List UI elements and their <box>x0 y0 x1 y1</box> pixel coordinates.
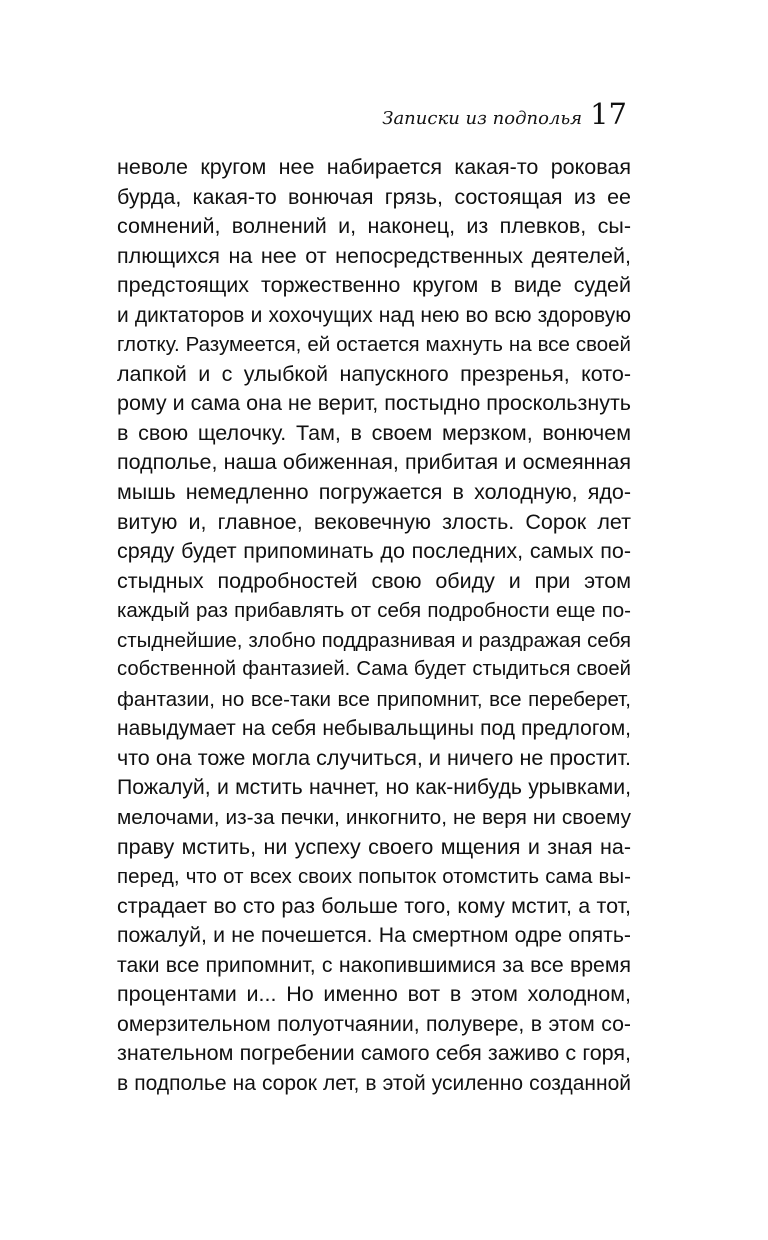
text-line: мелочами, из-за печки, инкогнито, не веря ни своему <box>117 806 631 830</box>
text-line: сомнений, волнений и, наконец, из плевков, сы- <box>117 214 631 239</box>
text-line: навыдумает на себя небывальщины под предлогом, <box>117 717 631 741</box>
text-line: в свою щелочку. Там, в своем мерзком, вонючем <box>117 420 631 445</box>
running-head <box>382 97 627 131</box>
text-line: неволе кругом нее набирается какая-то роковая <box>117 155 631 179</box>
body-text <box>117 153 631 1099</box>
text-line: стыднейшие, злобно поддразнивая и раздражая себя <box>117 628 631 652</box>
text-line: предстоящих торжественно кругом в виде судей <box>117 273 631 298</box>
text-line: плющихся на нее от непосредственных деятелей, <box>117 243 631 268</box>
text-line: праву мстить, ни успеху своего мщения и зная на- <box>117 834 631 859</box>
text-line: рому и сама она не верит, постыдно проскользнуть <box>117 391 631 416</box>
text-line: омерзительном полуотчаянии, полувере, в этом со- <box>117 1011 631 1036</box>
text-line: что она тоже могла случиться, и ничего не простит. <box>117 745 631 770</box>
text-line: бурда, какая-то вонючая грязь, состоящая из ее <box>117 184 631 209</box>
text-line: глотку. Разумеется, ей остается махнуть на все своей <box>117 333 631 357</box>
page-number: 17 <box>590 97 627 131</box>
text-line: страдает во сто раз больше того, кому мстит, а тот, <box>117 893 631 918</box>
text-line: перед, что от всех своих попыток отомстить сама вы- <box>117 865 631 889</box>
text-line: пожалуй, и не почешется. На смертном одре опять- <box>117 923 631 948</box>
text-line: сряду будет припоминать до последних, самых по- <box>117 539 631 564</box>
text-line: лапкой и с улыбкой напускного презренья, кото- <box>117 361 631 386</box>
text-line: подполье, наша обиженная, прибитая и осмеянная <box>117 450 631 475</box>
text-line: собственной фантазией. Сама будет стыдиться своей <box>117 658 631 681</box>
text-line: таки все припомнит, с накопившимися за все время <box>117 952 631 977</box>
text-line: мышь немедленно погружается в холодную, ядо- <box>117 480 631 505</box>
text-line: стыдных подробностей свою обиду и при этом <box>117 568 631 593</box>
text-line: фантазии, но все-таки все припомнит, все переберет, <box>117 687 631 711</box>
text-line: знательном погребении самого себя заживо с горя, <box>117 1041 631 1066</box>
text-line: и диктаторов и хохочущих над нею во всю здоровую <box>117 303 631 327</box>
running-title: Записки из подполья <box>382 108 583 129</box>
text-line: в подполье на сорок лет, в этой усиленно созданной <box>117 1071 631 1095</box>
text-line: процентами и... Но именно вот в этом холодном, <box>117 982 631 1007</box>
text-line: каждый раз прибавлять от себя подробности еще по- <box>117 599 631 623</box>
text-line: витую и, главное, вековечную злость. Сорок лет <box>117 509 631 534</box>
text-line: Пожалуй, и мстить начнет, но как-нибудь урывками, <box>117 775 631 800</box>
